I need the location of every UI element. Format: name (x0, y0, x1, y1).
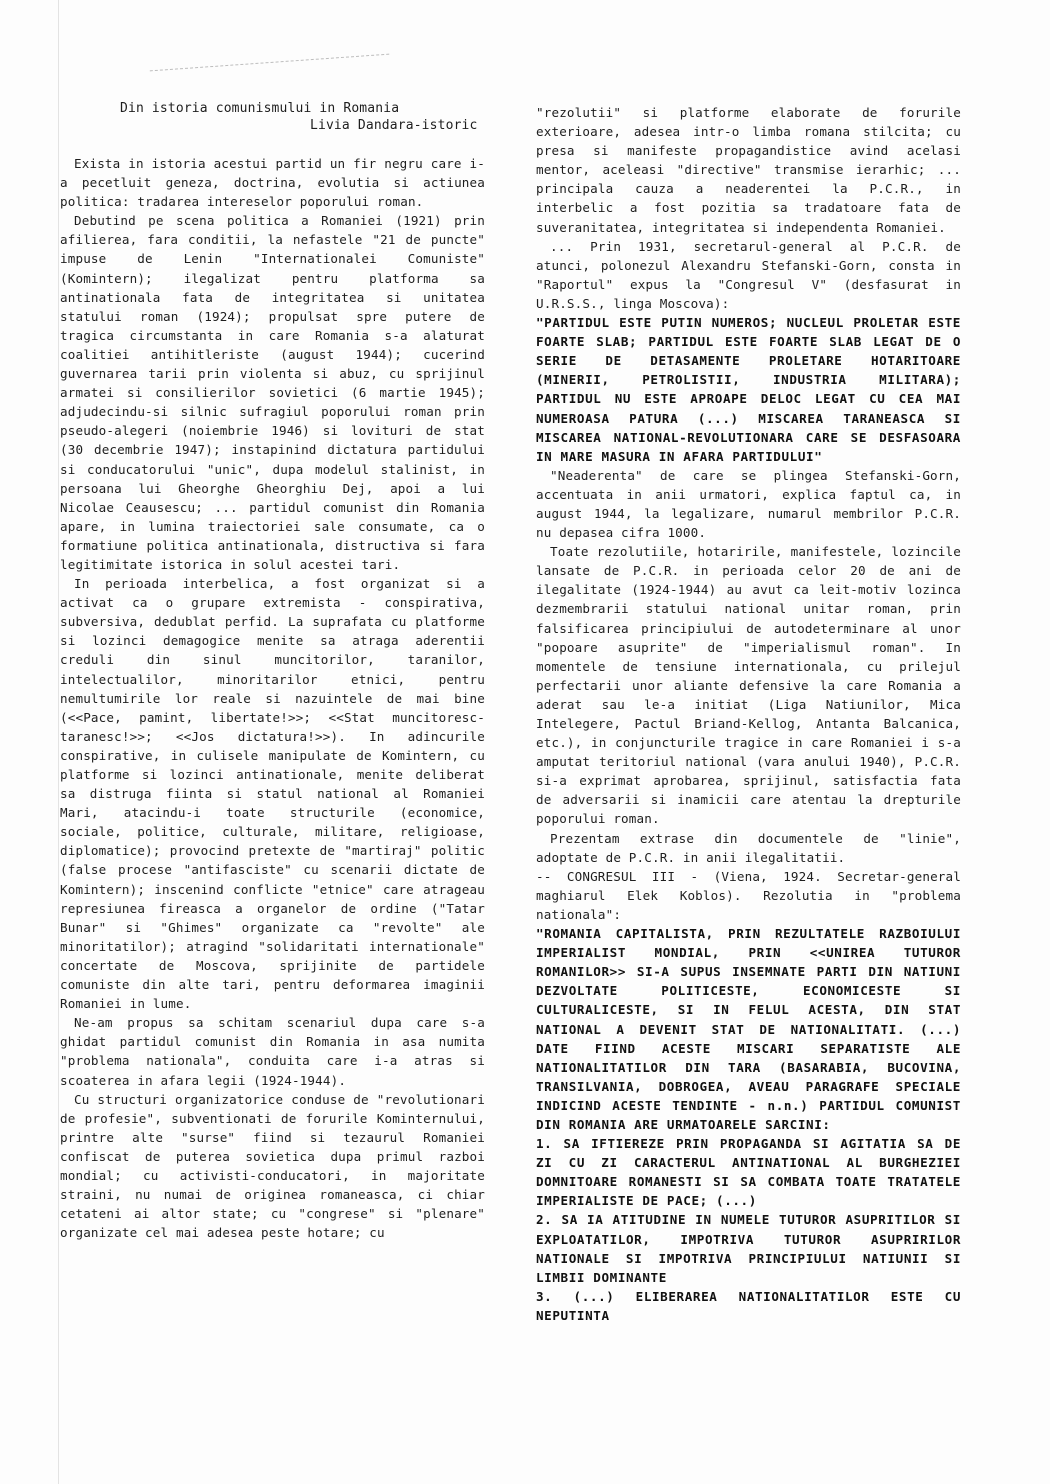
right-column (536, 103, 961, 1325)
paragraph: In perioada interbelica, a fost organizat si a activat ca o grupare extremista - conspirativa, subversiva, dedublat perfid. La suprafata cu platforme si lozinci demagogice menite sa atraga aderentii creduli din sinul muncitorilor, taranilor, intelectualilor, minoritarilor etnici, pentru nemultumirile lor reale si nazuintele de mai bine (<<Pace, pamint, libertate!>>; <<Stat muncitoresc-taranesc!>>; <<Jos dictatura!>>). In adincurile conspirative, in culisele manipulate de Komintern, cu platforme si lozinci antinationale, menite deliberat sa distruga fiinta si statul national al Romaniei Mari, atacindu-i toate structurile (economice, sociale, politice, culturale, militare, religioase, diplomatice); provocind pretexte de "martiraj" politic (false procese "antifasciste" cu scenarii dictate de Komintern); inscenind conflicte "etnice" care atrageau represiunea fireasca a organelor de ordine ("Tatar Bunar" si "Ghimes" organizate ca "revolte" ale minoritatilor); atragind "solidaritati internationale" concertate de Moscova, sprijinite de partidele comuniste din alte tari, pentru deformarea imaginii Romaniei in lume. (60, 576, 485, 1012)
paragraph: Debutind pe scena politica a Romaniei (1921) prin afilierea, fara conditii, la nefastele "21 de puncte" impuse de Lenin "Internationalei Comuniste" (Komintern); ilegalizat pentru platforma sa antinationala fata de integritatea si unitatea statului roman (1924); propulsat spre putere de tragica circumstanta in care Romania s-a alaturat coalitiei antihitleriste (august 1944); cucerind guvernarea tarii prin violenta si abuz, cu sprijinul armatei si consilierilor sovietici (6 martie 1945); adjudecindu-si silnic sufragiul poporului roman prin pseudo-alegeri (noiembrie 1946) si lovituri de stat (30 decembrie 1947); instapinind dictatura partidului si conducatorului "unic", dupa modelul stalinist, in persoana lui Gheorghe Gheorghiu Dej, apoi a lui Nicolae Ceausescu; ... partidul comunist din Romania apare, in lumina traiectoriei sale consumate, ca o formatiune politica antinationala, distructiva si fara legitimitate istorica in solul acestei tari. (60, 213, 485, 572)
scan-mark (150, 54, 390, 86)
paragraph: "Neaderenta" de care se plingea Stefanski-Gorn, accentuata in anii urmatori, explica faptul ca, in august 1944, la legalizare, numarul membrilor P.C.R. nu depasea cifra 1000. (536, 467, 961, 541)
article-author: Livia Dandara-istoric (310, 118, 478, 133)
article-title: Din istoria comunismului in Romania (120, 101, 400, 116)
paragraph: Exista in istoria acestui partid un fir negru care i-a pecetluit geneza, doctrina, evolutia si actiunea politica: tradarea intereselor poporului roman. (60, 156, 485, 210)
list-item: 1. SA IFTIEREZE PRIN PROPAGANDA SI AGITATIA SA DE ZI CU ZI CARACTERUL ANTINATIONAL AL BURGHEZIEI DOMNITOARE ROMANESTI SI SA COMBATA TOATE TRATATELE IMPERIALISTE DE PACE; (...) (536, 1136, 961, 1209)
list-item: 3. (...) ELIBERAREA NATIONALITATILOR ESTE CU NEPUTINTA (536, 1288, 961, 1323)
list-item: 2. SA IA ATITUDINE IN NUMELE TUTUROR ASUPRITILOR SI EXPLOATATILOR, IMPOTRIVA TUTUROR ASUPRIRILOR NATIONALE SI IMPOTRIVA PRINCIPIULUI NATIUNII SI LIMBII DOMINANTE (536, 1212, 961, 1285)
quote-block: "ROMANIA CAPITALISTA, PRIN REZULTATELE RAZBOIULUI IMPERIALIST MONDIAL, PRIN <<UNIREA TUTUROR ROMANILOR>> SI-A SUPUS INSEMNATE PARTI DIN NATIUNI DEZVOLTATE POLITICESTE, ECONOMICESTE SI CULTURALICESTE, SI IN FELUL ACESTA, DIN STAT NATIONAL A DEVENIT STAT DE NATIONALITATI. (...) DATE FIIND ACESTE MISCARI SEPARATISTE ALE NATIONALITATILOR DIN TARA (BASARABIA, BUCOVINA, TRANSILVANIA, DOBROGEA, AVEAU PARAGRAFE SPECIALE INDICIND ACESTE TENDINTE - n.n.) PARTIDUL COMUNIST DIN ROMANIA ARE URMATOARELE SARCINI: (536, 926, 961, 1132)
left-column (60, 100, 485, 1242)
paragraph: Ne-am propus sa schitam scenariul dupa care s-a ghidat partidul comunist din Romania in asa numita "problema nationala", conduita care i-a atras si scoaterea in afara legii (1924-1944). (60, 1015, 485, 1088)
paragraph: "rezolutii" si platforme elaborate de forurile exterioare, adesea intr-o limba romana stilcita; cu presa si manifeste propagandistice avind acelasi mentor, aceleasi "directive" transmise ierarhic; ... principala cauza a neaderentei la P.C.R., in interbelic a fost pozitia sa tradatoare fata de suveranitatea, integritatea si independenta Romaniei. (536, 105, 961, 235)
paragraph: Toate rezolutiile, hotaririle, manifestele, lozincile lansate de P.C.R. in perioada celor 20 de ani de ilegalitate (1924-1944) au avut ca leit-motiv lozinca dezmembrarii statului national unitar roman, prin falsificarea principiului de autodeterminare al unor "popoare asuprite" de "imperialismul roman". In momentele de tensiune internationala, cu prilejul perfectarii unor aliante defensive la care Romania a aderat sau le-a initiat (Liga Natiunilor, Mica Intelegere, Pactul Briand-Kellog, Antanta Balcanica, etc.), in conjuncturile tragice in care Romaniei i s-a amputat teritoriul national (vara anului 1940), P.C.R. si-a exprimat aprobarea, sprijinul, satisfactia fata de adversarii si inamicii care atentau la drepturile poporului roman. (536, 544, 961, 827)
paragraph: ... Prin 1931, secretarul-general al P.C.R. de atunci, polonezul Alexandru Stefanski-Gorn, consta in "Raportul" expus la "Congresul V" (desfasurat in U.R.S.S., linga Moscova): (536, 238, 961, 311)
paragraph: -- CONGRESUL III - (Viena, 1924. Secretar-general maghiarul Elek Koblos). Rezolutia in "problema nationala": (536, 868, 961, 922)
paragraph: Cu structuri organizatorice conduse de "revolutionari de profesie", subventionati de forurile Kominternului, printre alte "surse" fiind si tezaurul Romaniei confiscat de puterea sovietica dupa primul razboi mondial; cu activisti-conducatori, in majoritate straini, nu numai de originea romaneasca, ci chiar cetateni ai altor state; cu "congrese" si "plenare" organizate cel mai adesea peste hotare; cu (60, 1091, 485, 1241)
paragraph: Prezentam extrase din documentele de "linie", adoptate de P.C.R. in anii ilegalitatii. (536, 830, 961, 865)
page-edge-shadow (58, 0, 59, 1484)
quote-block: "PARTIDUL ESTE PUTIN NUMEROS; NUCLEUL PROLETAR ESTE FOARTE SLAB; PARTIDUL ESTE FOARTE SLAB LEGAT DE O SERIE DE DETASAMENTE PROLETARE HOTARITOARE (MINERII, PETROLISTII, INDUSTRIA MILITARA); PARTIDUL NU ESTE APROAPE DELOC LEGAT CU CEA MAI NUMEROASA PATURA (...) MISCAREA TARANEASCA SI MISCAREA NATIONAL-REVOLUTIONARA CARE SE DESFASOARA IN MARE MASURA IN AFARA PARTIDULUI" (536, 315, 961, 464)
